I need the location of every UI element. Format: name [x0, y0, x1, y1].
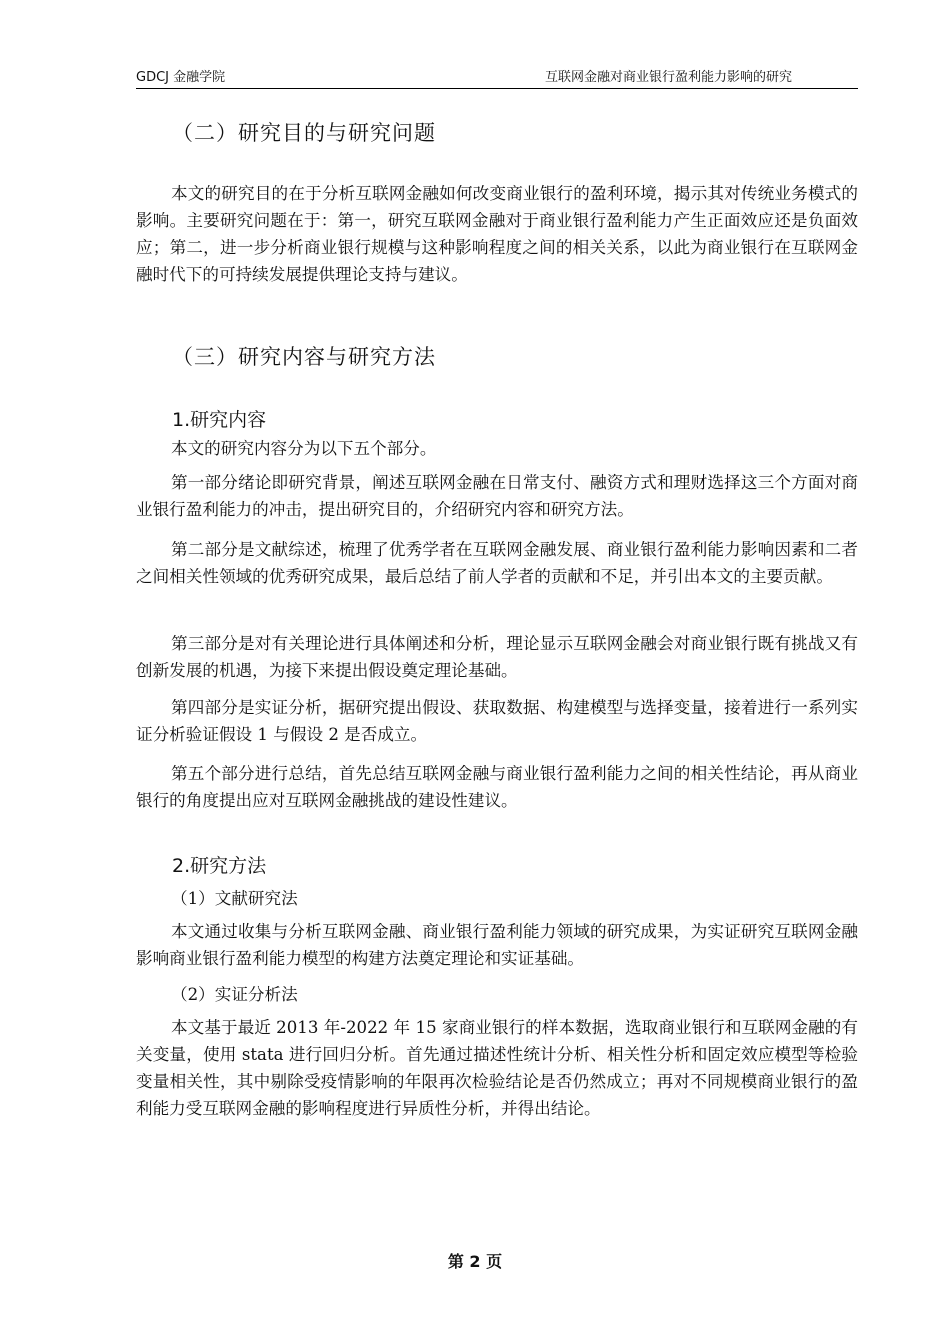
- method-2-text: 本文基于最近 2013 年-2022 年 15 家商业银行的样本数据，选取商业银行和互联网金融的有关变量，使用 stata 进行回归分析。首先通过描述性统计分析、相关性分析和固定效应模型等检验变量相关性，其中剔除受疫情影响的年限再次检验结论是否仍然成立；再对不同规模商业银行的盈利能力受互联网金融的影响程度进行异质性分析，并得出结论。: [136, 1018, 858, 1118]
- subsection-title-methods: 2.研究方法: [172, 855, 267, 877]
- content-part-4: 第四部分是实证分析，据研究提出假设、获取数据、构建模型与选择变量，接着进行一系列实证分析验证假设 1 与假设 2 是否成立。: [136, 698, 858, 744]
- method-2-title: （2）实证分析法: [171, 985, 298, 1004]
- section-title-purpose: （二）研究目的与研究问题: [172, 121, 436, 145]
- content-part-5: 第五个部分进行总结，首先总结互联网金融与商业银行盈利能力之间的相关性结论，再从商业银行的角度提出应对互联网金融挑战的建设性建议。: [136, 764, 858, 810]
- purpose-paragraph: 本文的研究目的在于分析互联网金融如何改变商业银行的盈利环境，揭示其对传统业务模式的影响。主要研究问题在于：第一，研究互联网金融对于商业银行盈利能力产生正面效应还是负面效应；第二，进一步分析商业银行规模与这种影响程度之间的相关关系，以此为商业银行在互联网金融时代下的可持续发展提供理论支持与建议。: [136, 184, 858, 284]
- subsection-title-content: 1.研究内容: [172, 409, 267, 431]
- header-institution: GDCJ 金融学院: [136, 70, 226, 85]
- content-part-1: 第一部分绪论即研究背景，阐述互联网金融在日常支付、融资方式和理财选择这三个方面对商业银行盈利能力的冲击，提出研究目的，介绍研究内容和研究方法。: [136, 473, 858, 519]
- content-part-3: 第三部分是对有关理论进行具体阐述和分析，理论显示互联网金融会对商业银行既有挑战又有创新发展的机遇，为接下来提出假设奠定理论基础。: [136, 634, 858, 680]
- method-1-title: （1）文献研究法: [171, 889, 298, 908]
- content-intro: 本文的研究内容分为以下五个部分。: [171, 439, 437, 458]
- section-title-content-methods: （三）研究内容与研究方法: [172, 345, 436, 369]
- content-part-2: 第二部分是文献综述，梳理了优秀学者在互联网金融发展、商业银行盈利能力影响因素和二者之间相关性领域的优秀研究成果，最后总结了前人学者的贡献和不足，并引出本文的主要贡献。: [136, 540, 858, 586]
- method-1-text: 本文通过收集与分析互联网金融、商业银行盈利能力领域的研究成果，为实证研究互联网金融影响商业银行盈利能力模型的构建方法奠定理论和实证基础。: [136, 922, 858, 968]
- page-header: [136, 68, 858, 89]
- header-paper-title: 互联网金融对商业银行盈利能力影响的研究: [544, 70, 792, 85]
- page-number: 第 2 页: [447, 1252, 503, 1271]
